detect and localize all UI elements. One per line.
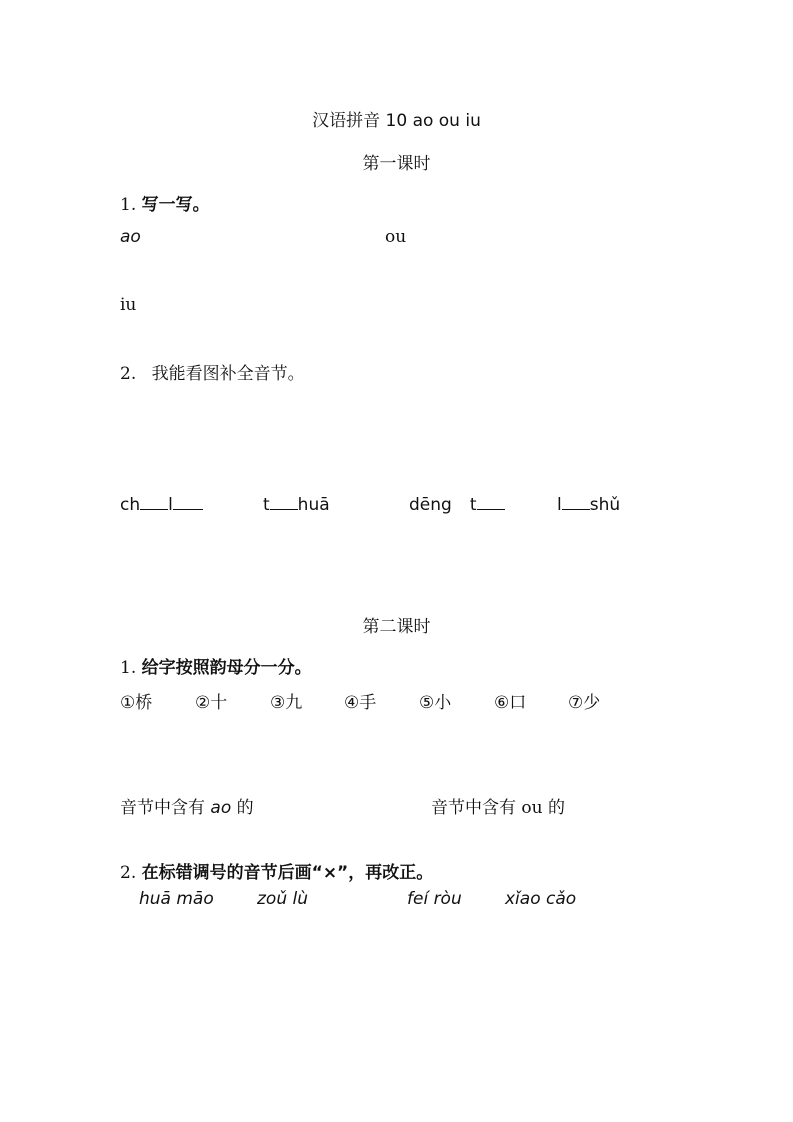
write-item-iu: iu: [120, 295, 137, 315]
word-4: xǐao cǎo: [505, 889, 577, 909]
page-title: 汉语拼音 10 ao ou iu: [312, 111, 481, 131]
syllable-initial: t: [469, 495, 477, 515]
blank-line[interactable]: [140, 494, 168, 510]
question-number: 2.: [120, 863, 137, 883]
syllable-3: [409, 494, 505, 515]
group-label: 音节中含有: [431, 798, 516, 818]
group-ao: [120, 793, 254, 818]
syllable-initial: l: [557, 495, 562, 515]
group-final: ao: [210, 798, 232, 818]
syllable-initial: t: [263, 495, 270, 515]
syllable-1: [120, 494, 203, 515]
blank-line[interactable]: [562, 494, 590, 510]
character-2: ②十: [195, 693, 228, 713]
syllable-4: [557, 494, 620, 515]
write-item-ou: ou: [385, 227, 407, 247]
lesson1-question-2: [120, 359, 305, 384]
character-4: ④手: [344, 693, 377, 713]
group-final: ou: [521, 798, 543, 818]
question-number: 1.: [120, 195, 137, 215]
character-7: ⑦少: [568, 693, 601, 713]
word-3: feí ròu: [407, 889, 462, 909]
syllable-part: shǔ: [589, 495, 621, 515]
lesson1-heading: 第一课时: [362, 154, 431, 174]
group-suffix: 的: [236, 798, 254, 818]
lesson2-question-1: [120, 653, 312, 678]
blank-line[interactable]: [477, 494, 505, 510]
syllable-part: dēng: [409, 495, 452, 515]
blank-line[interactable]: [270, 494, 298, 510]
group-label: 音节中含有: [120, 798, 205, 818]
syllable-part: l: [168, 495, 173, 515]
question-text: 我能看图补全音节。: [151, 364, 305, 384]
lesson1-question-1: [120, 190, 210, 215]
question-text: 给字按照韵母分一分。: [141, 658, 312, 678]
character-3: ③九: [270, 693, 303, 713]
group-ou: [431, 793, 565, 818]
lesson2-heading: 第二课时: [362, 617, 431, 637]
character-1: ①桥: [120, 693, 153, 713]
word-1: huā māo: [139, 889, 214, 909]
question-text: 在标错调号的音节后画“×”，再改正。: [141, 863, 434, 883]
lesson2-question-2: [120, 858, 433, 883]
character-6: ⑥口: [494, 693, 527, 713]
write-item-ao: ao: [120, 227, 141, 247]
character-5: ⑤小: [419, 693, 452, 713]
question-number: 2.: [120, 364, 137, 384]
question-text: 写一写。: [141, 195, 210, 215]
blank-line[interactable]: [173, 494, 203, 510]
question-number: 1.: [120, 658, 137, 678]
syllable-part: huā: [297, 495, 330, 515]
syllable-2: [263, 494, 330, 515]
group-suffix: 的: [548, 798, 565, 818]
syllable-initial: ch: [120, 495, 141, 515]
word-2: zoǔ lù: [257, 889, 308, 909]
